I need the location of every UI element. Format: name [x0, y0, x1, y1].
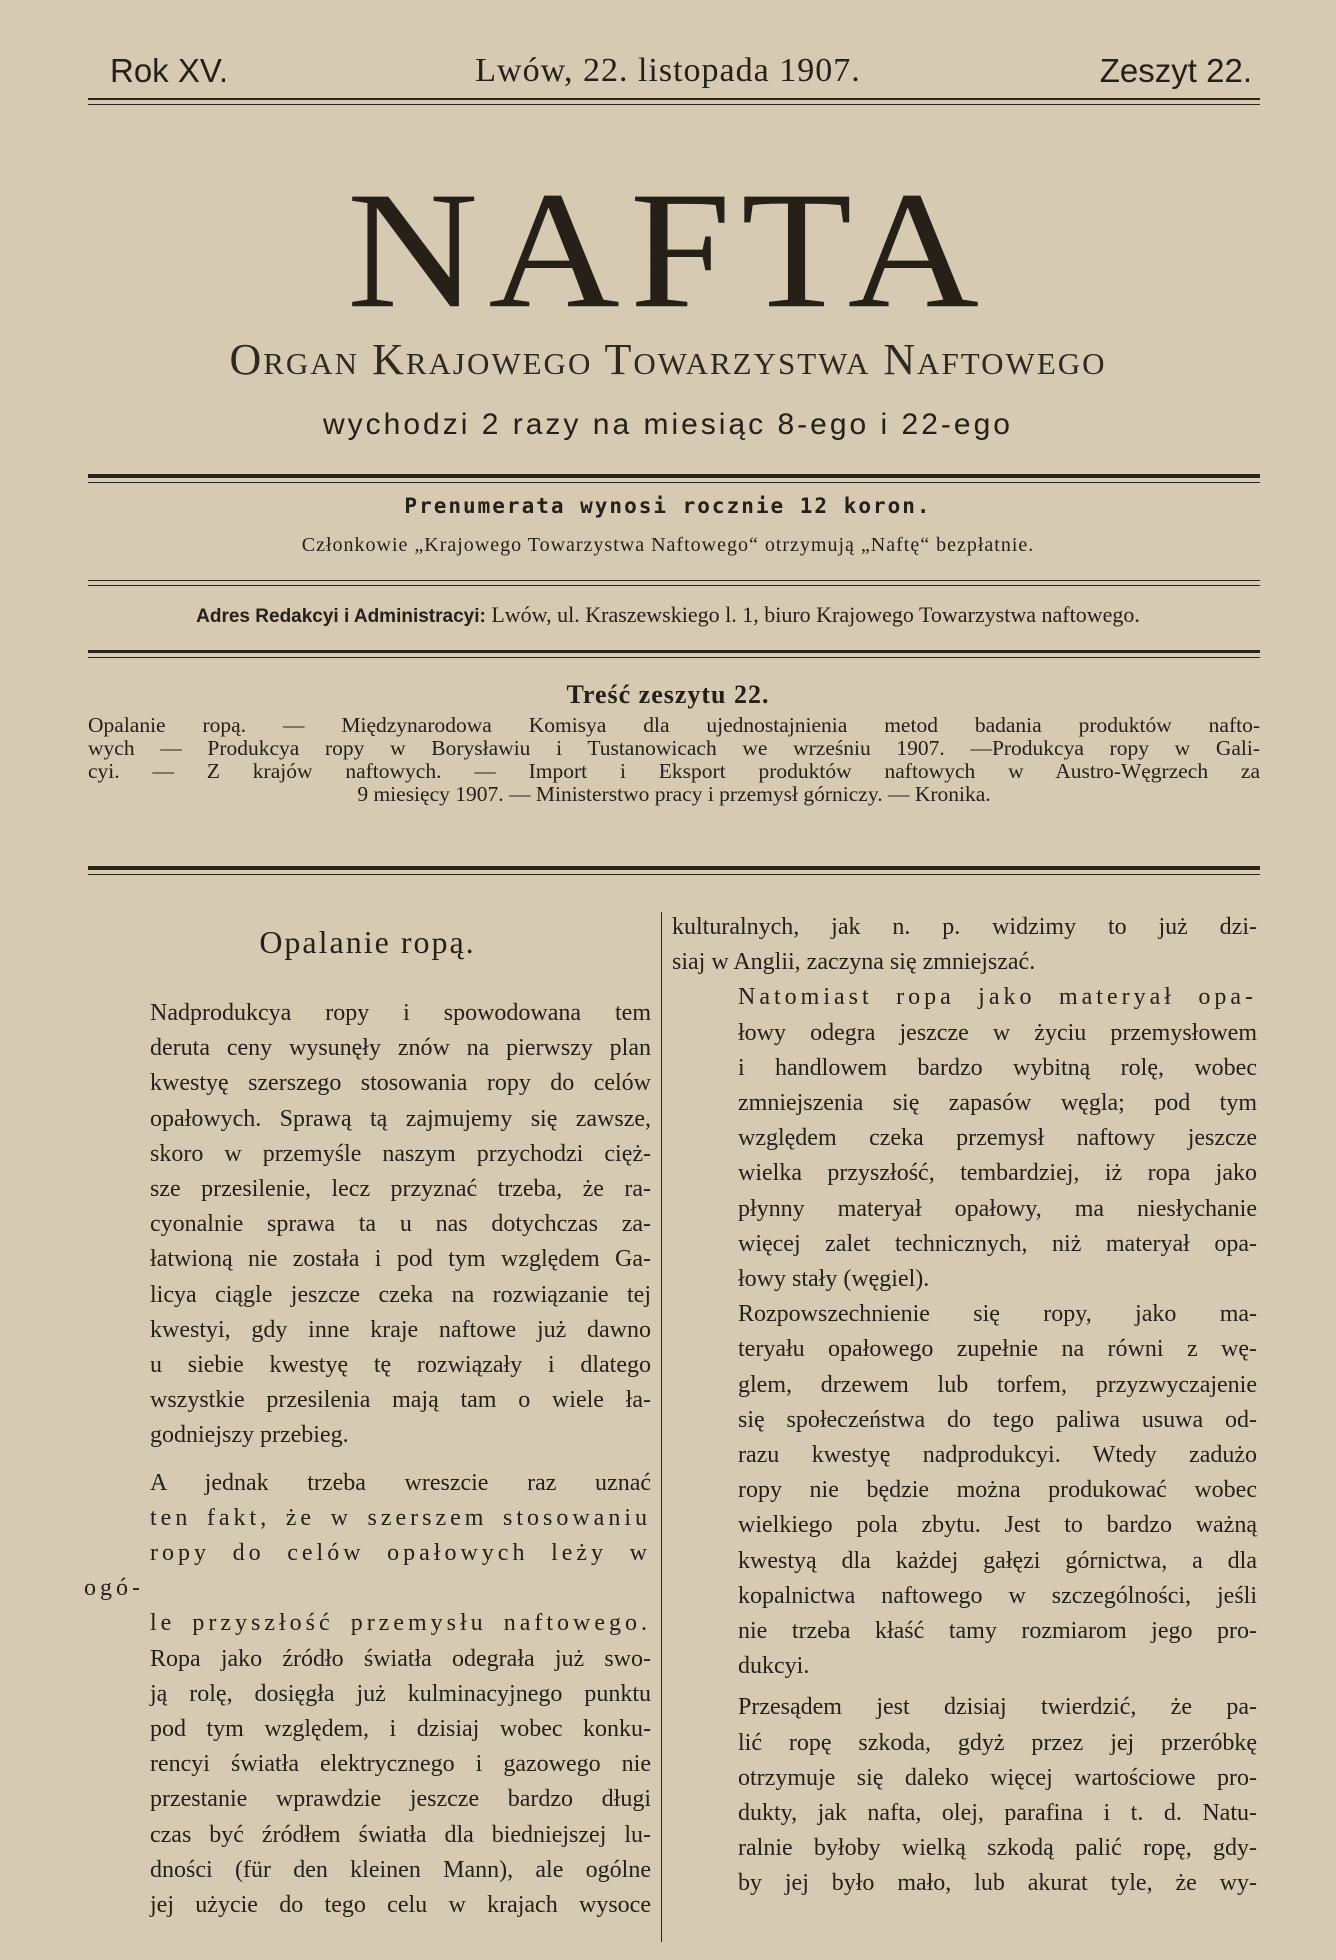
text-line: kulturalnych, jak n. p. widzimy to już dzi-	[672, 914, 1257, 940]
subscription-rule-top	[88, 580, 1260, 581]
text-line: dukcyi.	[738, 1653, 810, 1680]
text-line: Ropa jako źródło światła odegrała już swo-	[150, 1645, 651, 1672]
text-line: Natomiast ropa jako materyał opa-	[738, 984, 1257, 1011]
text-line: sze przesilenie, lecz przyznać trzeba, że ra-	[150, 1176, 651, 1203]
toc-heading: Treść zeszytu 22.	[566, 680, 770, 709]
text-line: lić ropę szkoda, gdyż przez jej przeróbkę	[738, 1729, 1257, 1756]
text-line: opałowych. Sprawą tą zajmujemy się zawsze,	[150, 1105, 651, 1132]
text-line: się społeczeństwa do tego paliwa usuwa od-	[738, 1406, 1257, 1433]
place-and-date: Lwów, 22. listopada 1907.	[475, 52, 861, 89]
text-line: dności (für den kleinen Mann), ale ogólne	[150, 1856, 651, 1883]
text-line: kopalnictwa naftowego w szczególności, jeśli	[738, 1582, 1257, 1609]
text-line: ropy do celów opałowych leży w ogó-	[84, 1540, 651, 1602]
text-line: by jej było mało, lub akurat tyle, że wy-	[738, 1870, 1257, 1897]
column-divider	[661, 912, 662, 1942]
toc-line: wych — Produkcya ropy w Borysławiu i Tustanowicach we wrześniu 1907. —Produkcya ropy w Gali-	[88, 736, 1260, 760]
masthead-rule-thin	[88, 482, 1260, 483]
text-line: teryału opałowego zupełnie na równi z wę-	[738, 1336, 1257, 1363]
subscription-price: Prenumerata wynosi rocznie 12 koron.	[404, 494, 932, 518]
article-left-column	[84, 996, 651, 1923]
article-right-column	[672, 910, 1257, 1902]
article-paragraph	[84, 996, 651, 1454]
text-line: u siebie kwestyę tę rozwiązały i dlatego	[150, 1352, 651, 1379]
members-note: Członkowie „Krajowego Towarzystwa Naftowego“ otrzymują „Naftę“ bezpłatnie.	[301, 534, 1035, 556]
text-line: siaj w Anglii, zaczyna się zmniejszać.	[672, 949, 1036, 976]
address-line	[0, 602, 1336, 628]
text-line: otrzymuje się daleko więcej wartościowe pro-	[738, 1764, 1257, 1791]
text-line: deruta ceny wysunęły znów na pierwszy plan	[150, 1035, 651, 1062]
address-rule-thick	[88, 650, 1260, 653]
text-line: wszystkie przesilenia mają tam o wiele ła-	[150, 1387, 651, 1414]
text-line: Nadprodukcya ropy i spowodowana tem	[150, 1000, 651, 1026]
text-line: wielkiego pola zbytu. Jest to bardzo ważną	[738, 1512, 1257, 1539]
text-line: A jednak trzeba wreszcie raz uznać	[150, 1469, 651, 1496]
text-line: przestanie wprawdzie jeszcze bardzo długi	[150, 1786, 651, 1813]
text-line: płynny materyał opałowy, ma niesłychanie	[738, 1195, 1257, 1222]
text-line: łowy odegra jeszcze w życiu przemysłowem	[738, 1019, 1257, 1046]
issue-number: Zeszyt 22.	[1099, 52, 1252, 89]
text-line: nie trzeba kłaść tamy rozmiarom jego pro-	[738, 1618, 1257, 1645]
text-line: skoro w przemyśle naszym przychodzi cięż-	[150, 1140, 651, 1167]
masthead-rule-thick	[88, 474, 1260, 478]
text-line: łatwioną nie została i pod tym względem Ga-	[150, 1246, 651, 1273]
toc-rule-thin	[88, 874, 1260, 875]
toc-rule-thick	[88, 866, 1260, 870]
masthead-subtitle: Organ Krajowego Towarzystwa Naftowego	[229, 335, 1107, 384]
text-line: godniejszy przebieg.	[150, 1422, 349, 1449]
text-line: jej użycie do tego celu w krajach wysoce	[150, 1892, 651, 1919]
text-line: i handlowem bardzo wybitną rolę, wobec	[738, 1054, 1257, 1081]
address-label: Adres Redakcyi i Administracyi:	[196, 606, 486, 627]
text-line: rencyi światła elektrycznego i gazowego nie	[150, 1751, 651, 1778]
text-line: ten fakt, że w szerszem stosowaniu	[150, 1504, 651, 1531]
text-line: ropy nie będzie można produkować wobec	[738, 1477, 1257, 1504]
article-paragraph	[672, 980, 1257, 1297]
table-of-contents	[88, 714, 1260, 806]
toc-line: Opalanie ropą. — Międzynarodowa Komisya dla ujednostajnienia metod badania produktów nafto-	[88, 713, 1260, 737]
text-line: ralnie byłoby wielką szkodą palić ropę, gdy-	[738, 1835, 1257, 1862]
toc-line: cyi. — Z krajów naftowych. — Import i Eksport produktów naftowych w Austro-Węgrzech za	[88, 759, 1260, 783]
text-line: pod tym względem, i dzisiaj wobec konku-	[150, 1716, 651, 1743]
article-paragraph	[84, 1466, 651, 1924]
text-line: łowy stały (węgiel).	[738, 1266, 930, 1293]
address-value: Lwów, ul. Kraszewskiego l. 1, biuro Krajowego Towarzystwa naftowego.	[491, 602, 1140, 627]
article-paragraph	[672, 910, 1257, 980]
subscription-rule-bottom	[88, 585, 1260, 586]
text-line: Przesądem jest dzisiaj twierdzić, że pa-	[738, 1694, 1257, 1721]
article-paragraph	[672, 1690, 1257, 1901]
text-line: glem, drzewem lub torfem, przyzwyczajenie	[738, 1371, 1257, 1398]
address-rule-thin	[88, 657, 1260, 658]
text-line: kwestyą dla każdej gałęzi górnictwa, a dla	[738, 1547, 1257, 1574]
text-line: kwestyę szerszego stosowania ropy do celów	[150, 1070, 651, 1097]
text-line: licya ciągle jeszcze czeka na rozwiązanie tej	[150, 1281, 651, 1308]
text-line: więcej zalet technicznych, niż materyał opa-	[738, 1230, 1257, 1257]
article-paragraph	[672, 1297, 1257, 1684]
text-line: wielka przyszłość, tembardziej, iż ropa jako	[738, 1160, 1257, 1187]
toc-line: 9 miesięcy 1907. — Ministerstwo pracy i przemysł górniczy. — Kronika.	[357, 782, 991, 806]
text-line: zmniejszenia się zapasów węgla; pod tym	[738, 1090, 1257, 1117]
text-line: czas być źródłem światła dla biedniejszej lu-	[150, 1821, 651, 1848]
masthead-title: NAFTA	[346, 158, 990, 343]
text-line: Rozpowszechnienie się ropy, jako ma-	[738, 1301, 1257, 1328]
text-line: względem czeka przemysł naftowy jeszcze	[738, 1125, 1257, 1152]
article-title: Opalanie ropą.	[259, 924, 476, 960]
text-line: kwestyi, gdy inne kraje naftowe już dawno	[150, 1316, 651, 1343]
text-line: dukty, jak nafta, olej, parafina i t. d. Natu-	[738, 1800, 1257, 1827]
text-line: cyonalnie sprawa ta u nas dotychczas za-	[150, 1211, 651, 1238]
header-rule-bottom	[88, 104, 1260, 105]
text-line: razu kwestyę nadprodukcyi. Wtedy zadużo	[738, 1442, 1257, 1469]
volume-number: Rok XV.	[110, 52, 229, 89]
publication-frequency: wychodzi 2 razy na miesiąc 8-ego i 22-ego	[323, 408, 1013, 441]
text-line: le przyszłość przemysłu naftowego.	[150, 1610, 651, 1637]
header-rule-top	[88, 98, 1260, 100]
text-line: ją rolę, dosięgła już kulminacyjnego punktu	[150, 1680, 651, 1707]
